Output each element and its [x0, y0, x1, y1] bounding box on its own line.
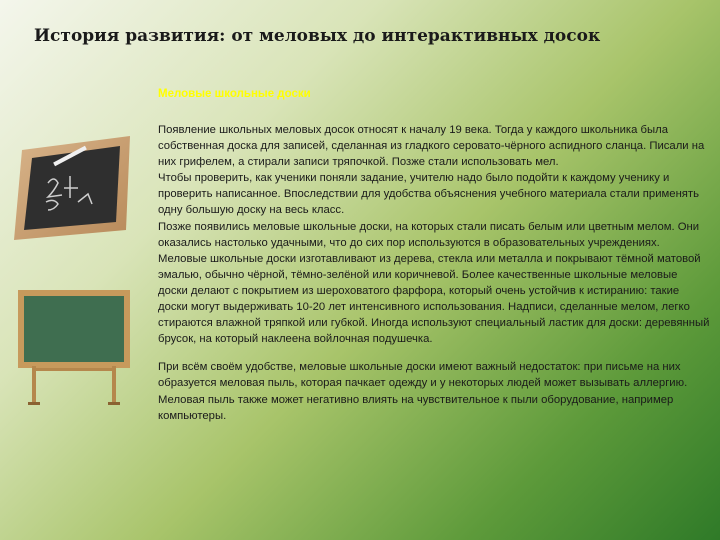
paragraph-3: Позже появились меловые школьные доски, на которых стали писать белым или цветным мелом. Они оказались настолько удачными, что до сих пор используются в образовательных учреждениях. Меловые школьные доски изготавливают из дерева, стекла или металла и покрывают тёмной матовой эмалью, обычно чёрной, тёмно-зелёной или коричневой. Более качественные школьные меловые доски делают с покрытием из шероховатого фарфора, который очень устойчив к истиранию: такие доски могут выдерживать 10-20 лет интенсивного использования. Надписи, сделанные мелом, легко стираются влажной тряпкой или губкой. Иногда используют специальный ластик для доски: деревянный брусок, на который наклеена войлочная подушечка. [158, 220, 710, 346]
slide-title: История развития: от меловых до интерактивных досок [34, 26, 601, 46]
paragraph-4: При всём своём удобстве, меловые школьные доски имеют важный недостаток: при письме на них образуется меловая пыль, которая пачкает одежду и у некоторых людей может вызывать аллергию. Меловая пыль также может негативно влиять на чувствительное к пыли оборудование, например компьютеры. [158, 361, 688, 422]
slate-chalkboard-icon [8, 128, 134, 248]
section-subtitle: Меловые школьные доски [158, 88, 311, 100]
body-text [158, 122, 710, 424]
paragraph-1: Появление школьных меловых досок относят к началу 19 века. Тогда у каждого школьника была собственная доска для записей, сделанная из гладкого серовато-чёрного аспидного сланца. Писали на них грифелем, а стирали записи тряпочкой. Позже стали использовать мел. [158, 124, 705, 169]
easel-chalkboard-icon [18, 290, 134, 408]
paragraph-2: Чтобы проверить, как ученики поняли задание, учителю надо было подойти к каждому ученику и проверить написанное. Впоследствии для удобства объяснения учебного материала стали применять одну большую доску на весь класс. [158, 172, 699, 217]
